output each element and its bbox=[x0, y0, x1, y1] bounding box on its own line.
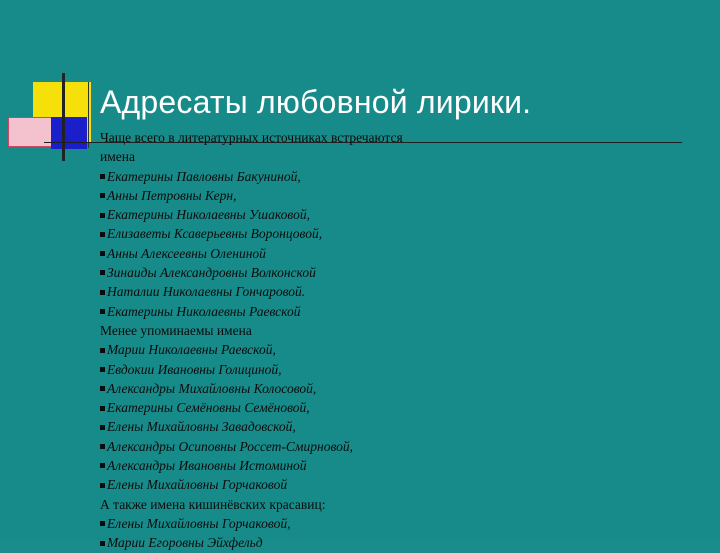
list-item-text: Александры Осиповны Россет-Смирновой, bbox=[107, 438, 354, 454]
list-item-text: Елены Михайловны Завадовской, bbox=[107, 419, 296, 435]
slide-title: Адресаты любовной лирики. bbox=[100, 84, 532, 120]
bullet-square-icon bbox=[100, 348, 105, 353]
list-item-text: Александры Ивановны Истоминой bbox=[107, 458, 307, 474]
slide-body bbox=[100, 128, 700, 553]
list-item bbox=[100, 340, 700, 359]
bullet-square-icon bbox=[100, 425, 105, 430]
list-item bbox=[100, 167, 700, 186]
list-item bbox=[100, 533, 700, 552]
list-item bbox=[100, 205, 700, 224]
list-item bbox=[100, 302, 700, 321]
decor-vertical-line bbox=[62, 73, 65, 161]
bullet-square-icon bbox=[100, 270, 105, 275]
bullet-square-icon bbox=[100, 290, 105, 295]
list-item bbox=[100, 282, 700, 301]
list-item-text: Елизаветы Ксаверьевны Воронцовой, bbox=[107, 226, 323, 242]
bullet-square-icon bbox=[100, 463, 105, 468]
list-item bbox=[100, 514, 700, 533]
list-item-text: Екатерины Семёновны Семёновой, bbox=[107, 400, 310, 416]
list-item-text: Анны Петровны Керн, bbox=[107, 187, 237, 203]
list-item bbox=[100, 475, 700, 494]
list-item-text: Александры Михайловны Колосовой, bbox=[107, 380, 317, 396]
decor-vertical-line-2 bbox=[88, 82, 89, 148]
bullet-square-icon bbox=[100, 483, 105, 488]
list-item-text: Марии Николаевны Раевской, bbox=[107, 342, 276, 358]
list-item bbox=[100, 417, 700, 436]
intro-line: имена bbox=[100, 149, 135, 165]
bullet-square-icon bbox=[100, 406, 105, 411]
list-item-text: Екатерины Николаевны Раевской bbox=[107, 303, 301, 319]
intro-line: Чаще всего в литературных источниках встречаются bbox=[100, 130, 403, 145]
list-item bbox=[100, 456, 700, 475]
list-item-text: Зинаиды Александровны Волконской bbox=[107, 265, 316, 281]
bullet-square-icon bbox=[100, 232, 105, 237]
list-item-text: Евдокии Ивановны Голициной, bbox=[107, 361, 282, 377]
list-item bbox=[100, 263, 700, 282]
bullet-square-icon bbox=[100, 444, 105, 449]
bullet-square-icon bbox=[100, 367, 105, 372]
bullet-square-icon bbox=[100, 521, 105, 526]
list-item-text: Елены Михайловны Горчаковой bbox=[107, 477, 288, 493]
list-item-text: Марии Егоровны Эйхфельд bbox=[107, 535, 263, 551]
list-item-text: Анны Алексеевны Олениной bbox=[107, 245, 266, 261]
section-heading: А также имена кишинёвских красавиц: bbox=[100, 496, 326, 512]
bullet-square-icon bbox=[100, 213, 105, 218]
decor-blue-square bbox=[51, 117, 87, 149]
list-item bbox=[100, 437, 700, 456]
list-item-text: Елены Михайловны Горчаковой, bbox=[107, 515, 291, 531]
section-heading: Менее упоминаемы имена bbox=[100, 322, 252, 338]
list-item bbox=[100, 360, 700, 379]
bullet-square-icon bbox=[100, 309, 105, 314]
list-item bbox=[100, 224, 700, 243]
list-item bbox=[100, 244, 700, 263]
bullet-square-icon bbox=[100, 193, 105, 198]
list-item bbox=[100, 398, 700, 417]
bullet-square-icon bbox=[100, 386, 105, 391]
list-item-text: Екатерины Павловны Бакуниной, bbox=[107, 168, 301, 184]
list-item bbox=[100, 186, 700, 205]
bullet-square-icon bbox=[100, 541, 105, 546]
bullet-square-icon bbox=[100, 174, 105, 179]
list-item-text: Екатерины Николаевны Ушаковой, bbox=[107, 207, 310, 223]
list-item bbox=[100, 379, 700, 398]
bullet-square-icon bbox=[100, 251, 105, 256]
list-item-text: Наталии Николаевны Гончаровой. bbox=[107, 284, 306, 300]
